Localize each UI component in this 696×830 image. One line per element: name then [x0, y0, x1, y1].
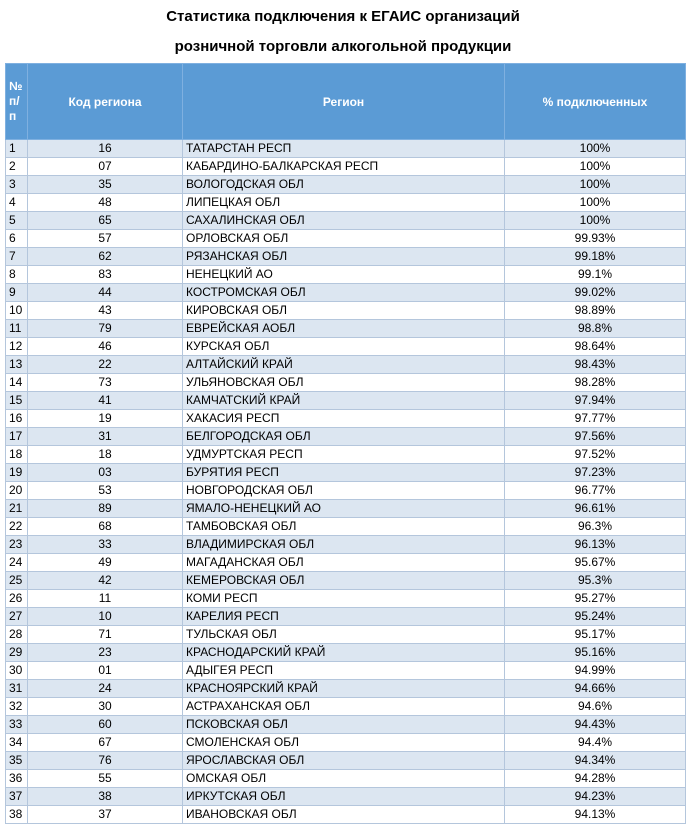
cell-region-code: 62 — [28, 248, 183, 266]
cell-percent: 99.18% — [505, 248, 686, 266]
cell-region-code: 67 — [28, 734, 183, 752]
cell-number: 15 — [6, 392, 28, 410]
cell-number: 10 — [6, 302, 28, 320]
table-row — [6, 554, 686, 572]
table-row — [6, 716, 686, 734]
cell-region-code: 73 — [28, 374, 183, 392]
cell-number: 8 — [6, 266, 28, 284]
cell-number: 7 — [6, 248, 28, 266]
cell-number: 9 — [6, 284, 28, 302]
cell-region-name: ТАТАРСТАН РЕСП — [183, 140, 505, 158]
cell-region-name: ВЛАДИМИРСКАЯ ОБЛ — [183, 536, 505, 554]
table-row — [6, 482, 686, 500]
cell-number: 33 — [6, 716, 28, 734]
cell-number: 3 — [6, 176, 28, 194]
cell-number: 23 — [6, 536, 28, 554]
cell-region-name: КОМИ РЕСП — [183, 590, 505, 608]
header-row — [6, 64, 686, 140]
cell-percent: 94.28% — [505, 770, 686, 788]
cell-percent: 97.94% — [505, 392, 686, 410]
table-row — [6, 788, 686, 806]
cell-region-name: ТУЛЬСКАЯ ОБЛ — [183, 626, 505, 644]
cell-region-code: 37 — [28, 806, 183, 824]
cell-region-code: 03 — [28, 464, 183, 482]
table-row — [6, 266, 686, 284]
cell-region-name: ВОЛОГОДСКАЯ ОБЛ — [183, 176, 505, 194]
cell-percent: 98.28% — [505, 374, 686, 392]
cell-percent: 100% — [505, 158, 686, 176]
cell-number: 11 — [6, 320, 28, 338]
cell-region-code: 43 — [28, 302, 183, 320]
table-row — [6, 212, 686, 230]
cell-region-code: 83 — [28, 266, 183, 284]
cell-region-name: КАМЧАТСКИЙ КРАЙ — [183, 392, 505, 410]
cell-number: 2 — [6, 158, 28, 176]
cell-percent: 97.56% — [505, 428, 686, 446]
cell-region-name: КАРЕЛИЯ РЕСП — [183, 608, 505, 626]
page-title-line-1: Статистика подключения к ЕГАИС организаций — [166, 8, 520, 25]
cell-percent: 100% — [505, 212, 686, 230]
cell-percent: 99.1% — [505, 266, 686, 284]
cell-region-name: КОСТРОМСКАЯ ОБЛ — [183, 284, 505, 302]
cell-number: 31 — [6, 680, 28, 698]
cell-region-name: ИРКУТСКАЯ ОБЛ — [183, 788, 505, 806]
cell-percent: 95.16% — [505, 644, 686, 662]
cell-region-name: СМОЛЕНСКАЯ ОБЛ — [183, 734, 505, 752]
cell-region-name: ОМСКАЯ ОБЛ — [183, 770, 505, 788]
table-row — [6, 680, 686, 698]
cell-percent: 98.64% — [505, 338, 686, 356]
cell-region-code: 38 — [28, 788, 183, 806]
table-row — [6, 752, 686, 770]
table-row — [6, 446, 686, 464]
table-row — [6, 644, 686, 662]
cell-percent: 98.89% — [505, 302, 686, 320]
table-row — [6, 626, 686, 644]
cell-region-name: КРАСНОДАРСКИЙ КРАЙ — [183, 644, 505, 662]
cell-number: 30 — [6, 662, 28, 680]
cell-region-code: 01 — [28, 662, 183, 680]
cell-number: 38 — [6, 806, 28, 824]
column-header-number: № п/ п — [6, 64, 28, 140]
page-title-line-2: розничной торговли алкогольной продукции — [174, 38, 512, 55]
cell-number: 21 — [6, 500, 28, 518]
cell-region-name: ЕВРЕЙСКАЯ АОБЛ — [183, 320, 505, 338]
cell-region-name: МАГАДАНСКАЯ ОБЛ — [183, 554, 505, 572]
cell-region-name: РЯЗАНСКАЯ ОБЛ — [183, 248, 505, 266]
cell-number: 4 — [6, 194, 28, 212]
cell-percent: 94.23% — [505, 788, 686, 806]
cell-percent: 94.43% — [505, 716, 686, 734]
cell-region-name: КРАСНОЯРСКИЙ КРАЙ — [183, 680, 505, 698]
cell-region-name: БУРЯТИЯ РЕСП — [183, 464, 505, 482]
cell-number: 14 — [6, 374, 28, 392]
cell-number: 25 — [6, 572, 28, 590]
cell-region-name: КАБАРДИНО-БАЛКАРСКАЯ РЕСП — [183, 158, 505, 176]
cell-region-code: 79 — [28, 320, 183, 338]
cell-number: 19 — [6, 464, 28, 482]
cell-number: 26 — [6, 590, 28, 608]
cell-region-name: ХАКАСИЯ РЕСП — [183, 410, 505, 428]
cell-region-code: 07 — [28, 158, 183, 176]
cell-region-name: САХАЛИНСКАЯ ОБЛ — [183, 212, 505, 230]
cell-region-name: КУРСКАЯ ОБЛ — [183, 338, 505, 356]
cell-region-code: 23 — [28, 644, 183, 662]
cell-region-name: КИРОВСКАЯ ОБЛ — [183, 302, 505, 320]
cell-region-name: ТАМБОВСКАЯ ОБЛ — [183, 518, 505, 536]
cell-region-code: 46 — [28, 338, 183, 356]
cell-region-code: 71 — [28, 626, 183, 644]
cell-number: 5 — [6, 212, 28, 230]
column-header-region: Регион — [183, 64, 505, 140]
cell-percent: 97.23% — [505, 464, 686, 482]
cell-number: 29 — [6, 644, 28, 662]
table-row — [6, 608, 686, 626]
cell-region-name: БЕЛГОРОДСКАЯ ОБЛ — [183, 428, 505, 446]
table-row — [6, 572, 686, 590]
cell-region-code: 22 — [28, 356, 183, 374]
cell-percent: 100% — [505, 194, 686, 212]
table-row — [6, 500, 686, 518]
cell-region-code: 44 — [28, 284, 183, 302]
cell-percent: 94.66% — [505, 680, 686, 698]
cell-region-code: 76 — [28, 752, 183, 770]
table-row — [6, 590, 686, 608]
cell-region-name: ОРЛОВСКАЯ ОБЛ — [183, 230, 505, 248]
cell-region-code: 31 — [28, 428, 183, 446]
table-row — [6, 374, 686, 392]
table-row — [6, 698, 686, 716]
cell-percent: 99.93% — [505, 230, 686, 248]
table-row — [6, 230, 686, 248]
cell-number: 18 — [6, 446, 28, 464]
cell-number: 6 — [6, 230, 28, 248]
cell-percent: 98.43% — [505, 356, 686, 374]
cell-region-name: НОВГОРОДСКАЯ ОБЛ — [183, 482, 505, 500]
cell-number: 32 — [6, 698, 28, 716]
table-row — [6, 302, 686, 320]
cell-percent: 94.34% — [505, 752, 686, 770]
cell-region-code: 48 — [28, 194, 183, 212]
table-row — [6, 194, 686, 212]
cell-region-code: 60 — [28, 716, 183, 734]
cell-number: 28 — [6, 626, 28, 644]
cell-number: 1 — [6, 140, 28, 158]
cell-number: 34 — [6, 734, 28, 752]
cell-region-name: НЕНЕЦКИЙ АО — [183, 266, 505, 284]
cell-region-name: ИВАНОВСКАЯ ОБЛ — [183, 806, 505, 824]
table-row — [6, 284, 686, 302]
cell-region-code: 89 — [28, 500, 183, 518]
table-body — [6, 140, 686, 824]
cell-percent: 96.77% — [505, 482, 686, 500]
cell-region-name: АДЫГЕЯ РЕСП — [183, 662, 505, 680]
cell-percent: 94.4% — [505, 734, 686, 752]
cell-percent: 97.77% — [505, 410, 686, 428]
table-row — [6, 410, 686, 428]
cell-number: 35 — [6, 752, 28, 770]
table-row — [6, 392, 686, 410]
cell-percent: 95.24% — [505, 608, 686, 626]
cell-region-code: 42 — [28, 572, 183, 590]
cell-region-name: ПСКОВСКАЯ ОБЛ — [183, 716, 505, 734]
cell-number: 17 — [6, 428, 28, 446]
cell-percent: 95.67% — [505, 554, 686, 572]
cell-region-name: АЛТАЙСКИЙ КРАЙ — [183, 356, 505, 374]
table-row — [6, 806, 686, 824]
table-row — [6, 662, 686, 680]
cell-percent: 96.61% — [505, 500, 686, 518]
cell-region-code: 11 — [28, 590, 183, 608]
table-row — [6, 356, 686, 374]
table-row — [6, 140, 686, 158]
cell-number: 37 — [6, 788, 28, 806]
cell-region-name: ЛИПЕЦКАЯ ОБЛ — [183, 194, 505, 212]
cell-region-name: АСТРАХАНСКАЯ ОБЛ — [183, 698, 505, 716]
cell-number: 22 — [6, 518, 28, 536]
cell-region-code: 41 — [28, 392, 183, 410]
table-row — [6, 158, 686, 176]
table-row — [6, 770, 686, 788]
cell-region-code: 19 — [28, 410, 183, 428]
cell-region-code: 35 — [28, 176, 183, 194]
table-row — [6, 176, 686, 194]
cell-region-name: УДМУРТСКАЯ РЕСП — [183, 446, 505, 464]
column-header-region-code: Код региона — [28, 64, 183, 140]
cell-percent: 95.3% — [505, 572, 686, 590]
cell-percent: 96.13% — [505, 536, 686, 554]
cell-region-name: КЕМЕРОВСКАЯ ОБЛ — [183, 572, 505, 590]
cell-number: 12 — [6, 338, 28, 356]
cell-number: 27 — [6, 608, 28, 626]
column-header-percent-connected: % подключенных — [505, 64, 686, 140]
cell-region-code: 30 — [28, 698, 183, 716]
cell-region-code: 53 — [28, 482, 183, 500]
cell-region-code: 55 — [28, 770, 183, 788]
table-row — [6, 248, 686, 266]
cell-region-code: 65 — [28, 212, 183, 230]
table-row — [6, 518, 686, 536]
table-row — [6, 734, 686, 752]
cell-region-code: 24 — [28, 680, 183, 698]
table-row — [6, 428, 686, 446]
cell-region-code: 18 — [28, 446, 183, 464]
table-row — [6, 338, 686, 356]
cell-percent: 98.8% — [505, 320, 686, 338]
cell-percent: 94.99% — [505, 662, 686, 680]
cell-percent: 96.3% — [505, 518, 686, 536]
cell-region-code: 33 — [28, 536, 183, 554]
cell-region-code: 49 — [28, 554, 183, 572]
cell-percent: 100% — [505, 176, 686, 194]
cell-region-name: ЯРОСЛАВСКАЯ ОБЛ — [183, 752, 505, 770]
table-header — [6, 64, 686, 140]
cell-percent: 100% — [505, 140, 686, 158]
cell-percent: 95.27% — [505, 590, 686, 608]
cell-number: 36 — [6, 770, 28, 788]
cell-region-code: 68 — [28, 518, 183, 536]
table-row — [6, 464, 686, 482]
cell-region-code: 16 — [28, 140, 183, 158]
cell-number: 16 — [6, 410, 28, 428]
table-row — [6, 320, 686, 338]
table-row — [6, 536, 686, 554]
cell-percent: 94.6% — [505, 698, 686, 716]
cell-region-name: УЛЬЯНОВСКАЯ ОБЛ — [183, 374, 505, 392]
cell-percent: 95.17% — [505, 626, 686, 644]
cell-region-code: 10 — [28, 608, 183, 626]
cell-number: 24 — [6, 554, 28, 572]
cell-number: 13 — [6, 356, 28, 374]
cell-percent: 97.52% — [505, 446, 686, 464]
cell-percent: 94.13% — [505, 806, 686, 824]
cell-number: 20 — [6, 482, 28, 500]
cell-region-name: ЯМАЛО-НЕНЕЦКИЙ АО — [183, 500, 505, 518]
stats-table — [5, 63, 686, 824]
cell-region-code: 57 — [28, 230, 183, 248]
cell-percent: 99.02% — [505, 284, 686, 302]
